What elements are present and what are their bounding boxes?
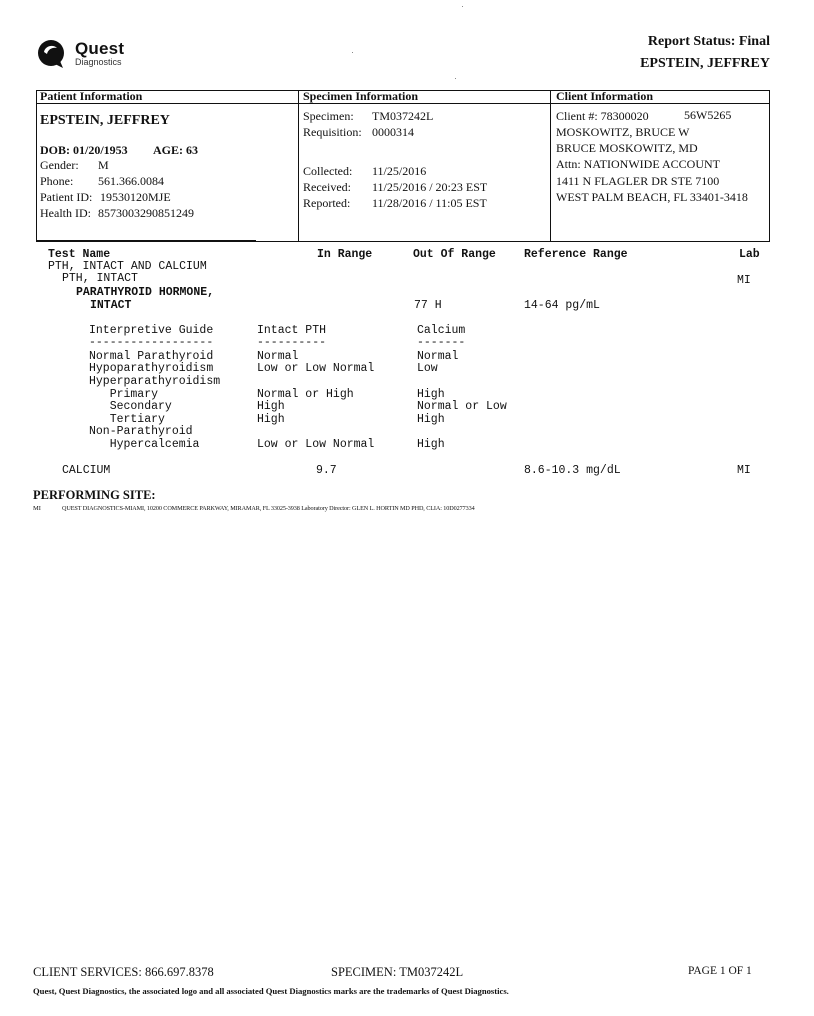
footer-trademark: Quest, Quest Diagnostics, the associated logo and all associated Quest Diagnostics marks are the trademarks of Quest Diagnostics. (33, 986, 509, 996)
subpanel-lab: MI (737, 274, 751, 287)
col-reference-range: Reference Range (524, 248, 628, 261)
speck (352, 52, 353, 53)
speck (462, 6, 463, 7)
guide-underline-2: ---------- (257, 336, 327, 349)
guide-row-label: Non-Parathyroid (89, 425, 193, 438)
guide-header-pth: Intact PTH (257, 324, 327, 337)
analyte-value: 77 H (414, 299, 442, 312)
requisition-label: Requisition: (303, 125, 362, 139)
col-in-range: In Range (317, 248, 373, 261)
guide-row-label: Hypercalcemia (89, 438, 200, 451)
guide-header-calcium: Calcium (417, 324, 466, 337)
patient-age: AGE: 63 (153, 143, 198, 157)
client-number: Client #: 78300020 (556, 109, 649, 123)
requisition-value: 0000314 (372, 125, 414, 139)
gender-label: Gender: (40, 158, 79, 172)
reported-value: 11/28/2016 / 11:05 EST (372, 196, 487, 210)
guide-row-pth: High (257, 413, 285, 426)
patient-info-title: Patient Information (40, 89, 143, 103)
quest-logo (35, 37, 145, 71)
logo-brand: Quest (75, 39, 125, 58)
guide-row-ca: Normal or Low (417, 400, 507, 413)
guide-underline-1: ------------------ (89, 336, 214, 349)
client-line-4: 1411 N FLAGLER DR STE 7100 (556, 174, 720, 188)
performing-site-title: PERFORMING SITE: (33, 488, 156, 502)
guide-row-label: Hypoparathyroidism (89, 362, 214, 375)
guide-row-ca: Normal (417, 350, 459, 363)
guide-row-label: Tertiary (89, 413, 165, 426)
guide-row-label: Primary (89, 388, 159, 401)
guide-header-label: Interpretive Guide (89, 324, 214, 337)
health-id-value: 8573003290851249 (98, 206, 194, 220)
patient-bottom-rule (36, 240, 256, 241)
col-test-name: Test Name (48, 248, 111, 261)
divider-1 (298, 90, 299, 242)
subpanel-name: PTH, INTACT (62, 272, 138, 285)
gender-value: M (98, 158, 109, 172)
collected-value: 11/25/2016 (372, 164, 427, 178)
guide-row-label: Hyperparathyroidism (89, 375, 221, 388)
performing-site-code: MI (33, 505, 41, 512)
patient-id-value: 19530120MJE (100, 190, 171, 204)
client-info-title: Client Information (556, 89, 653, 103)
calcium-name: CALCIUM (62, 464, 111, 477)
col-lab: Lab (739, 248, 760, 261)
received-label: Received: (303, 180, 351, 194)
quest-logo-icon (35, 37, 69, 71)
analyte-reference: 14-64 pg/mL (524, 299, 600, 312)
client-line-1: MOSKOWITZ, BRUCE W (556, 125, 690, 139)
performing-site-text: QUEST DIAGNOSTICS-MIAMI, 10200 COMMERCE PARKWAY, MIRAMAR, FL 33025-3938 Laboratory Director: GLEN L. HORTIN MD PHD, CLIA: 10D0277334 (62, 505, 475, 512)
specimen-label: Specimen: (303, 109, 354, 123)
guide-underline-3: ------- (417, 336, 466, 349)
guide-row-pth: High (257, 400, 285, 413)
guide-row-ca: High (417, 388, 445, 401)
guide-row-pth: Normal (257, 350, 299, 363)
calcium-value: 9.7 (316, 464, 337, 477)
guide-row-label: Normal Parathyroid (89, 350, 214, 363)
specimen-value: TM037242L (372, 109, 434, 123)
guide-row-pth: Low or Low Normal (257, 438, 375, 451)
client-line-5: WEST PALM BEACH, FL 33401-3418 (556, 190, 748, 204)
client-line-2: BRUCE MOSKOWITZ, MD (556, 141, 698, 155)
reported-label: Reported: (303, 196, 351, 210)
patient-dob: DOB: 01/20/1953 (40, 143, 128, 157)
col-out-of-range: Out Of Range (413, 248, 496, 261)
calcium-lab: MI (737, 464, 751, 477)
patient-name: EPSTEIN, JEFFREY (40, 113, 170, 128)
client-code: 56W5265 (684, 108, 732, 122)
guide-row-ca: Low (417, 362, 438, 375)
speck (455, 78, 456, 79)
guide-row-pth: Normal or High (257, 388, 354, 401)
footer-client-services: CLIENT SERVICES: 866.697.8378 (33, 965, 214, 979)
header-patient-name: EPSTEIN, JEFFREY (640, 56, 770, 71)
phone-value: 561.366.0084 (98, 174, 164, 188)
guide-row-ca: High (417, 413, 445, 426)
divider-2 (550, 90, 551, 242)
phone-label: Phone: (40, 174, 74, 188)
calcium-reference: 8.6-10.3 mg/dL (524, 464, 621, 477)
panel-name: PTH, INTACT AND CALCIUM (48, 260, 207, 273)
health-id-label: Health ID: (40, 206, 91, 220)
footer-page: PAGE 1 OF 1 (688, 965, 752, 977)
logo-sub: Diagnostics (75, 57, 122, 67)
client-line-3: Attn: NATIONWIDE ACCOUNT (556, 157, 720, 171)
specimen-info-title: Specimen Information (303, 89, 418, 103)
report-status: Report Status: Final (647, 34, 770, 49)
analyte-name-2: INTACT (90, 299, 132, 312)
analyte-name-1: PARATHYROID HORMONE, (76, 286, 215, 299)
footer-specimen: SPECIMEN: TM037242L (331, 965, 464, 979)
received-value: 11/25/2016 / 20:23 EST (372, 180, 488, 194)
patient-id-label: Patient ID: (40, 190, 93, 204)
guide-row-label: Secondary (89, 400, 172, 413)
collected-label: Collected: (303, 164, 353, 178)
guide-row-ca: High (417, 438, 445, 451)
guide-row-pth: Low or Low Normal (257, 362, 375, 375)
